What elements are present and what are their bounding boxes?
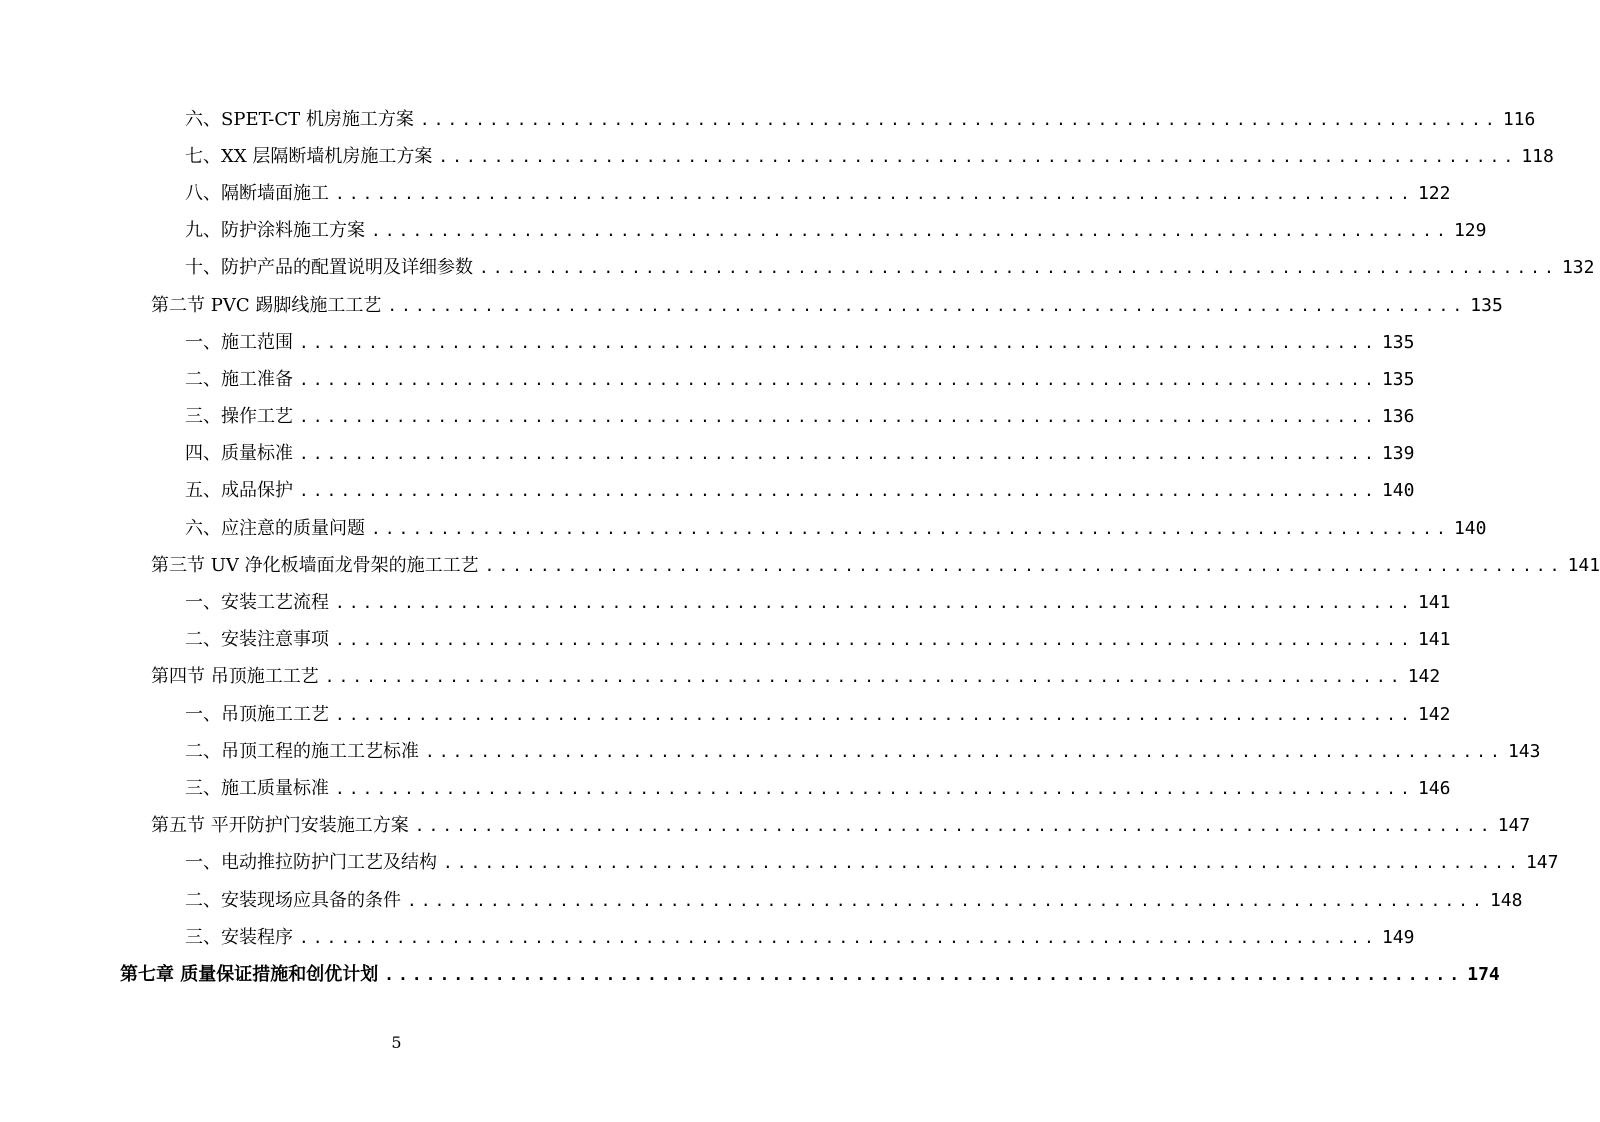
dot-leader: .............................................................................. [387,295,1467,315]
toc-entry-title: 八、隔断墙面施工 [185,182,329,204]
toc-entry-page: 147 [1497,815,1531,837]
toc-entry-page: 147 [1525,852,1559,874]
dot-leader: .............................................................................. [335,704,1414,724]
toc-entry-page: 122 [1417,182,1451,204]
toc-entry-title: 四、质量标准 [185,443,293,465]
page-number: 5 [391,1033,402,1052]
toc-entry-title: 三、操作工艺 [185,406,293,428]
toc-entry-page: 129 [1453,220,1487,242]
dot-leader: .............................................................................. [443,853,1522,873]
toc-entry-title: 一、安装工艺流程 [185,592,329,614]
dot-leader: .............................................................................. [419,109,1499,129]
toc-entry-title: 二、施工准备 [185,368,293,390]
dot-leader: .............................................................................. [299,407,1378,427]
dot-leader: .............................................................................. [371,221,1450,241]
toc-entry-page: 136 [1381,406,1415,428]
toc-entry[interactable] [185,733,1541,770]
dot-leader: .............................................................................. [407,890,1486,910]
toc-entry-page: 141 [1417,592,1451,614]
toc-entry[interactable] [185,213,1487,250]
toc-entry-title: 二、安装注意事项 [185,629,329,651]
dot-leader: .............................................................................. [299,481,1378,501]
toc-entry-title: 七、XX 层隔断墙机房施工方案 [185,145,433,167]
toc-entry-title: 二、吊顶工程的施工工艺标准 [185,740,419,762]
toc-entry[interactable] [185,845,1559,882]
toc-entry-title: 五、成品保护 [185,480,293,502]
toc-entry[interactable] [185,622,1451,659]
toc-entry-title: 第三节 UV 净化板墙面龙骨架的施工工艺 [151,554,479,576]
dot-leader: .............................................................................. [438,146,1518,166]
toc-entry[interactable] [185,399,1415,436]
toc-entry-page: 141 [1417,629,1451,651]
toc-entry[interactable] [185,696,1451,733]
dot-leader: .............................................................................. [384,964,1464,984]
toc-entry-title: 六、SPET-CT 机房施工方案 [185,108,414,130]
toc-entry-title: 二、安装现场应具备的条件 [185,889,401,911]
dot-leader: .............................................................................. [335,778,1414,798]
toc-entry-page: 140 [1381,480,1415,502]
toc-entry[interactable] [151,287,1503,324]
toc-entry-page: 118 [1521,145,1554,167]
toc-entry-page: 135 [1470,294,1503,316]
toc-entry-page: 139 [1381,443,1415,465]
dot-leader: .............................................................................. [299,927,1378,947]
toc-entry-page: 142 [1417,703,1451,725]
toc-entry-page: 148 [1489,889,1523,911]
toc-entry[interactable] [185,436,1415,473]
toc-entry-title: 第四节 吊顶施工工艺 [151,666,319,688]
toc-entry-title: 一、吊顶施工工艺 [185,703,329,725]
toc-entry[interactable] [151,547,1600,584]
dot-leader: .............................................................................. [414,816,1494,836]
toc-entry[interactable] [185,882,1523,919]
dot-leader: .............................................................................. [299,369,1378,389]
toc-entry-title: 第五节 平开防护门安装施工方案 [151,815,409,837]
toc-entry-title: 六、应注意的质量问题 [185,517,365,539]
dot-leader: .............................................................................. [324,667,1404,687]
toc-entry-page: 116 [1502,108,1536,130]
dot-leader: .............................................................................. [299,332,1378,352]
dot-leader: .............................................................................. [335,593,1414,613]
toc-entry-page: 174 [1467,963,1500,985]
toc-entry-title: 第七章 质量保证措施和创优计划 [120,963,379,985]
dot-leader: .............................................................................. [335,630,1414,650]
toc-entry[interactable] [185,770,1451,807]
dot-leader: .............................................................................. [335,183,1414,203]
toc-entry-page: 142 [1407,666,1441,688]
table-of-contents [0,101,1600,994]
toc-entry[interactable] [185,175,1451,212]
toc-entry[interactable] [185,919,1415,956]
toc-entry-title: 一、施工范围 [185,331,293,353]
dot-leader: .............................................................................. [484,555,1564,575]
toc-entry-page: 140 [1453,517,1487,539]
toc-entry-page: 143 [1507,740,1541,762]
toc-entry[interactable] [185,324,1415,361]
toc-entry[interactable] [185,250,1595,287]
toc-entry[interactable] [151,659,1441,696]
toc-entry[interactable] [185,361,1415,398]
toc-entry-title: 三、施工质量标准 [185,777,329,799]
toc-entry-title: 一、电动推拉防护门工艺及结构 [185,852,437,874]
toc-entry[interactable] [185,510,1487,547]
toc-entry-page: 132 [1561,257,1595,279]
dot-leader: .............................................................................. [371,518,1450,538]
toc-entry-title: 三、安装程序 [185,926,293,948]
dot-leader: .............................................................................. [479,258,1558,278]
toc-entry[interactable] [185,101,1536,138]
toc-entry[interactable] [151,808,1531,845]
toc-entry-page: 146 [1417,777,1451,799]
toc-entry[interactable] [185,473,1415,510]
toc-entry-page: 149 [1381,926,1415,948]
toc-entry-title: 十、防护产品的配置说明及详细参数 [185,257,473,279]
toc-entry[interactable] [185,584,1451,621]
toc-entry-title: 第二节 PVC 踢脚线施工工艺 [151,294,382,316]
toc-chapter-entry[interactable] [120,956,1500,993]
dot-leader: .............................................................................. [299,444,1378,464]
toc-entry-page: 135 [1381,331,1415,353]
toc-entry-page: 141 [1567,554,1600,576]
dot-leader: .............................................................................. [425,741,1504,761]
toc-entry-title: 九、防护涂料施工方案 [185,220,365,242]
toc-entry[interactable] [185,138,1554,175]
toc-entry-page: 135 [1381,368,1415,390]
